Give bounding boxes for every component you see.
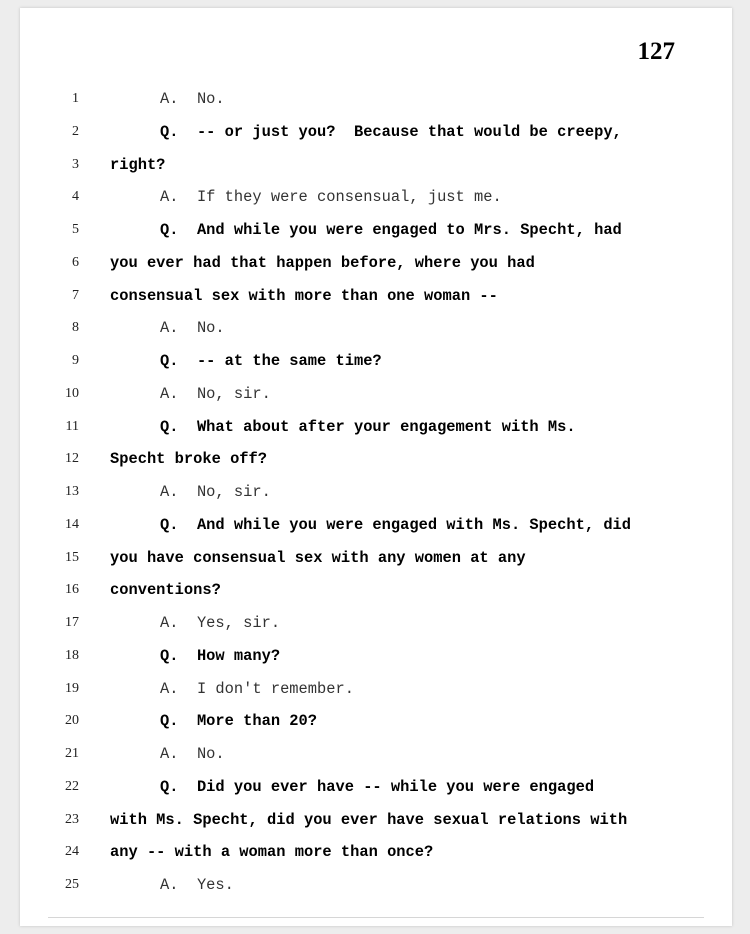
transcript-line bbox=[20, 186, 732, 210]
transcript-line bbox=[20, 416, 732, 440]
line-number: 6 bbox=[72, 254, 79, 270]
transcript-line bbox=[20, 579, 732, 603]
line-number: 3 bbox=[72, 156, 79, 172]
question-text: right? bbox=[110, 155, 166, 174]
transcript-line bbox=[20, 874, 732, 898]
transcript-line bbox=[20, 514, 732, 538]
line-number: 4 bbox=[72, 189, 79, 205]
question-text: you have consensual sex with any women at any bbox=[110, 548, 526, 567]
line-number: 9 bbox=[72, 353, 79, 368]
question-text: Q. What about after your engagement with Ms. bbox=[160, 417, 576, 436]
line-number: 8 bbox=[72, 320, 79, 336]
answer-text: A. Yes, sir. bbox=[160, 614, 281, 632]
line-number: 21 bbox=[65, 746, 79, 761]
line-number: 23 bbox=[65, 811, 79, 827]
transcript-line bbox=[20, 612, 732, 636]
answer-text: A. No. bbox=[160, 745, 225, 763]
question-text: with Ms. Specht, did you ever have sexual relations with bbox=[110, 810, 628, 829]
transcript-line bbox=[20, 776, 732, 800]
line-number: 1 bbox=[72, 91, 79, 106]
question-text: Q. -- at the same time? bbox=[160, 352, 382, 370]
answer-text: A. No, sir. bbox=[160, 384, 271, 403]
question-text: Q. And while you were engaged to Mrs. Specht, had bbox=[160, 221, 622, 239]
question-text: conventions? bbox=[110, 581, 221, 600]
transcript-line bbox=[20, 219, 732, 243]
transcript-line bbox=[20, 710, 732, 734]
question-text: Q. And while you were engaged with Ms. Specht, did bbox=[160, 515, 632, 534]
transcript-line bbox=[20, 383, 732, 407]
line-number: 12 bbox=[65, 451, 79, 467]
line-number: 20 bbox=[65, 713, 79, 729]
line-number: 19 bbox=[65, 680, 79, 696]
answer-text: A. Yes. bbox=[160, 876, 234, 894]
line-number: 17 bbox=[65, 615, 79, 630]
answer-text: A. If they were consensual, just me. bbox=[160, 188, 502, 207]
transcript-line bbox=[20, 743, 732, 767]
transcript-line bbox=[20, 350, 732, 374]
transcript-line bbox=[20, 154, 732, 178]
line-number: 18 bbox=[65, 647, 79, 663]
question-text: Q. Did you ever have -- while you were engaged bbox=[160, 777, 595, 796]
transcript-line bbox=[20, 547, 732, 571]
line-number: 10 bbox=[65, 385, 79, 401]
transcript-line bbox=[20, 481, 732, 505]
transcript-line bbox=[20, 317, 732, 341]
question-text: you ever had that happen before, where you had bbox=[110, 253, 535, 272]
line-number: 24 bbox=[65, 844, 79, 860]
answer-text: A. No. bbox=[160, 319, 225, 338]
transcript-line bbox=[20, 645, 732, 669]
transcript-page bbox=[20, 8, 732, 926]
page-number: 127 bbox=[637, 38, 675, 65]
transcript-line bbox=[20, 678, 732, 702]
line-number: 11 bbox=[65, 418, 79, 434]
transcript-line bbox=[20, 285, 732, 309]
question-text: any -- with a woman more than once? bbox=[110, 843, 434, 862]
question-text: Q. -- or just you? Because that would be creepy, bbox=[160, 122, 622, 141]
footer-divider bbox=[48, 917, 704, 918]
line-number: 25 bbox=[65, 877, 79, 892]
transcript-line bbox=[20, 252, 732, 276]
question-text: Q. How many? bbox=[160, 646, 281, 665]
line-number: 14 bbox=[65, 516, 79, 532]
answer-text: A. No, sir. bbox=[160, 483, 271, 501]
line-number: 15 bbox=[65, 549, 79, 565]
question-text: consensual sex with more than one woman -- bbox=[110, 286, 498, 305]
answer-text: A. No. bbox=[160, 90, 225, 108]
line-number: 22 bbox=[65, 778, 79, 794]
line-number: 5 bbox=[72, 222, 79, 237]
transcript-line bbox=[20, 88, 732, 112]
transcript-line bbox=[20, 121, 732, 145]
transcript-line bbox=[20, 448, 732, 472]
question-text: Q. More than 20? bbox=[160, 712, 318, 731]
line-number: 2 bbox=[72, 123, 79, 139]
transcript-line bbox=[20, 809, 732, 833]
answer-text: A. I don't remember. bbox=[160, 679, 354, 698]
question-text: Specht broke off? bbox=[110, 450, 268, 469]
transcript-line bbox=[20, 841, 732, 865]
line-number: 13 bbox=[65, 484, 79, 499]
line-number: 16 bbox=[65, 582, 79, 598]
line-number: 7 bbox=[72, 287, 79, 303]
